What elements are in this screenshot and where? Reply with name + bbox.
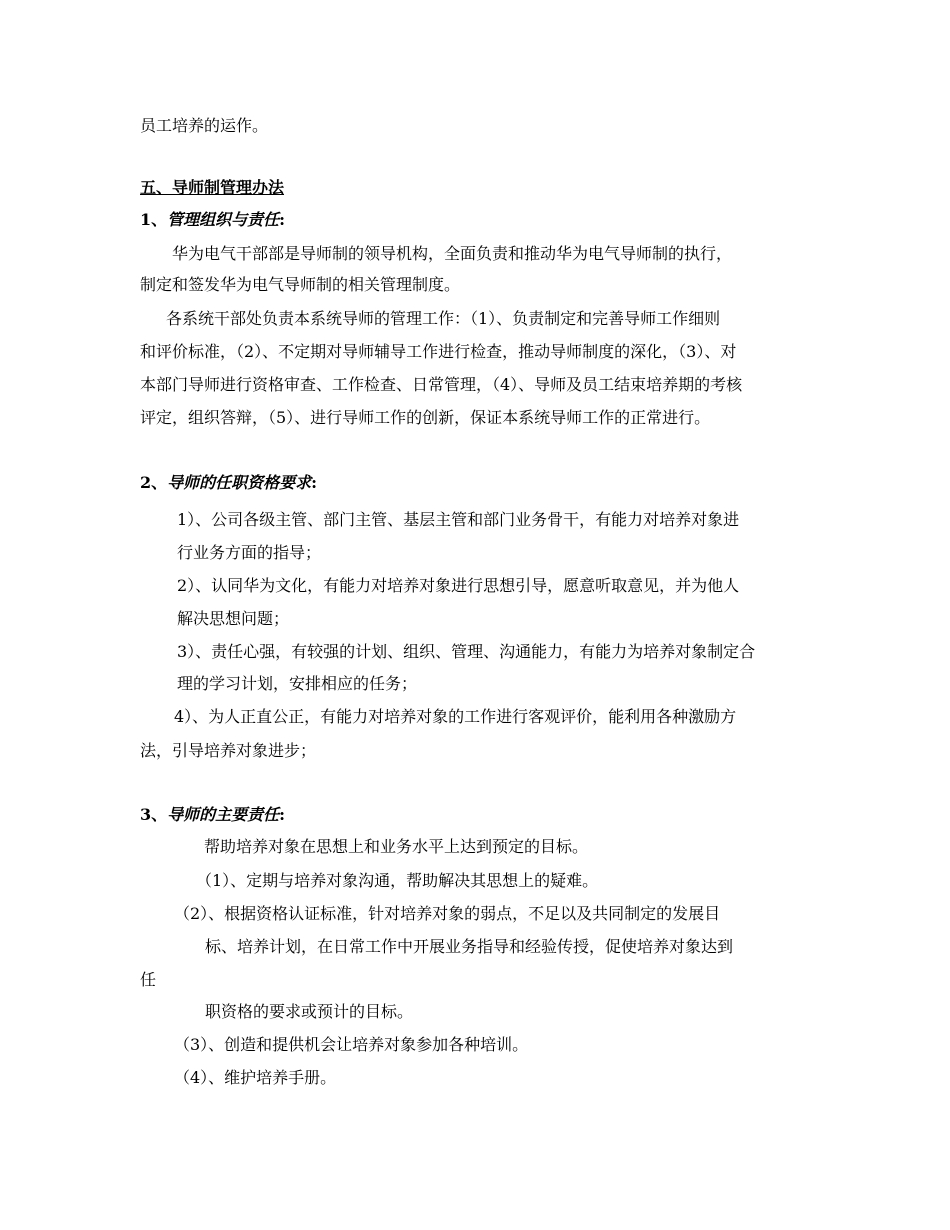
paragraph-line: 华为电气干部部是导师制的领导机构，全面负责和推动华为电气导师制的执行， <box>172 244 733 263</box>
responsibility-line: （3）、创造和提供机会让培养对象参加各种培训。 <box>174 1035 529 1054</box>
list-item: 理的学习计划，安排相应的任务； <box>177 674 418 693</box>
section-5-heading: 五、导师制管理办法 <box>140 178 285 197</box>
list-item: 2）、认同华为文化，有能力对培养对象进行思想引导，愿意听取意见，并为他人 <box>177 576 740 595</box>
subsection-3-colon: : <box>279 805 286 824</box>
paragraph-line: 各系统干部处负责本系统导师的管理工作：（1）、负责制定和完善导师工作细则 <box>166 309 721 328</box>
responsibility-line: （1）、定期与培养对象沟通，帮助解决其思想上的疑难。 <box>196 871 599 890</box>
responsibility-line: 标、培养计划，在日常工作中开展业务指导和经验传授，促使培养对象达到 <box>205 937 734 956</box>
paragraph-line: 制定和签发华为电气导师制的相关管理制度。 <box>140 275 461 294</box>
list-item: 3）、责任心强，有较强的计划、组织、管理、沟通能力，有能力为培养对象制定合 <box>177 642 756 661</box>
responsibility-line: 职资格的要求或预计的目标。 <box>205 1002 414 1021</box>
paragraph-line: 和评价标准，（2）、不定期对导师辅导工作进行检查，推动导师制度的深化，（3）、对 <box>140 342 737 361</box>
subsection-3-title: 导师的主要责任 <box>167 805 280 824</box>
list-item: 4）、为人正直公正，有能力对培养对象的工作进行客观评价，能利用各种激励方 <box>174 707 737 726</box>
subsection-3-number: 3、 <box>140 805 168 824</box>
subsection-2-heading <box>140 472 317 494</box>
list-item: 法，引导培养对象进步； <box>140 741 317 760</box>
subsection-3-heading <box>140 804 285 826</box>
intro-tail-text: 员工培养的运作。 <box>140 116 269 135</box>
list-item: 行业务方面的指导； <box>177 543 322 562</box>
subsection-1-heading <box>140 209 285 231</box>
responsibility-line: （2）、根据资格认证标准，针对培养对象的弱点，不足以及共同制定的发展目 <box>174 904 721 923</box>
subsection-2-colon: : <box>311 473 318 492</box>
subsection-2-number: 2、 <box>140 473 168 492</box>
subsection-1-number: 1、 <box>140 210 168 229</box>
subsection-1-colon: : <box>279 210 286 229</box>
responsibility-line: （4）、维护培养手册。 <box>174 1068 337 1087</box>
responsibility-line: 帮助培养对象在思想上和业务水平上达到预定的目标。 <box>204 837 589 856</box>
subsection-1-title: 管理组织与责任 <box>167 210 280 229</box>
responsibility-line: 任 <box>140 970 157 989</box>
list-item: 解决思想问题； <box>177 609 290 628</box>
paragraph-line: 评定，组织答辩，（5）、进行导师工作的创新，保证本系统导师工作的正常进行。 <box>140 408 711 427</box>
paragraph-line: 本部门导师进行资格审查、工作检查、日常管理，（4）、导师及员工结束培养期的考核 <box>140 375 743 394</box>
subsection-2-title: 导师的任职资格要求 <box>167 473 312 492</box>
list-item: 1）、公司各级主管、部门主管、基层主管和部门业务骨干，有能力对培养对象进 <box>177 510 740 529</box>
